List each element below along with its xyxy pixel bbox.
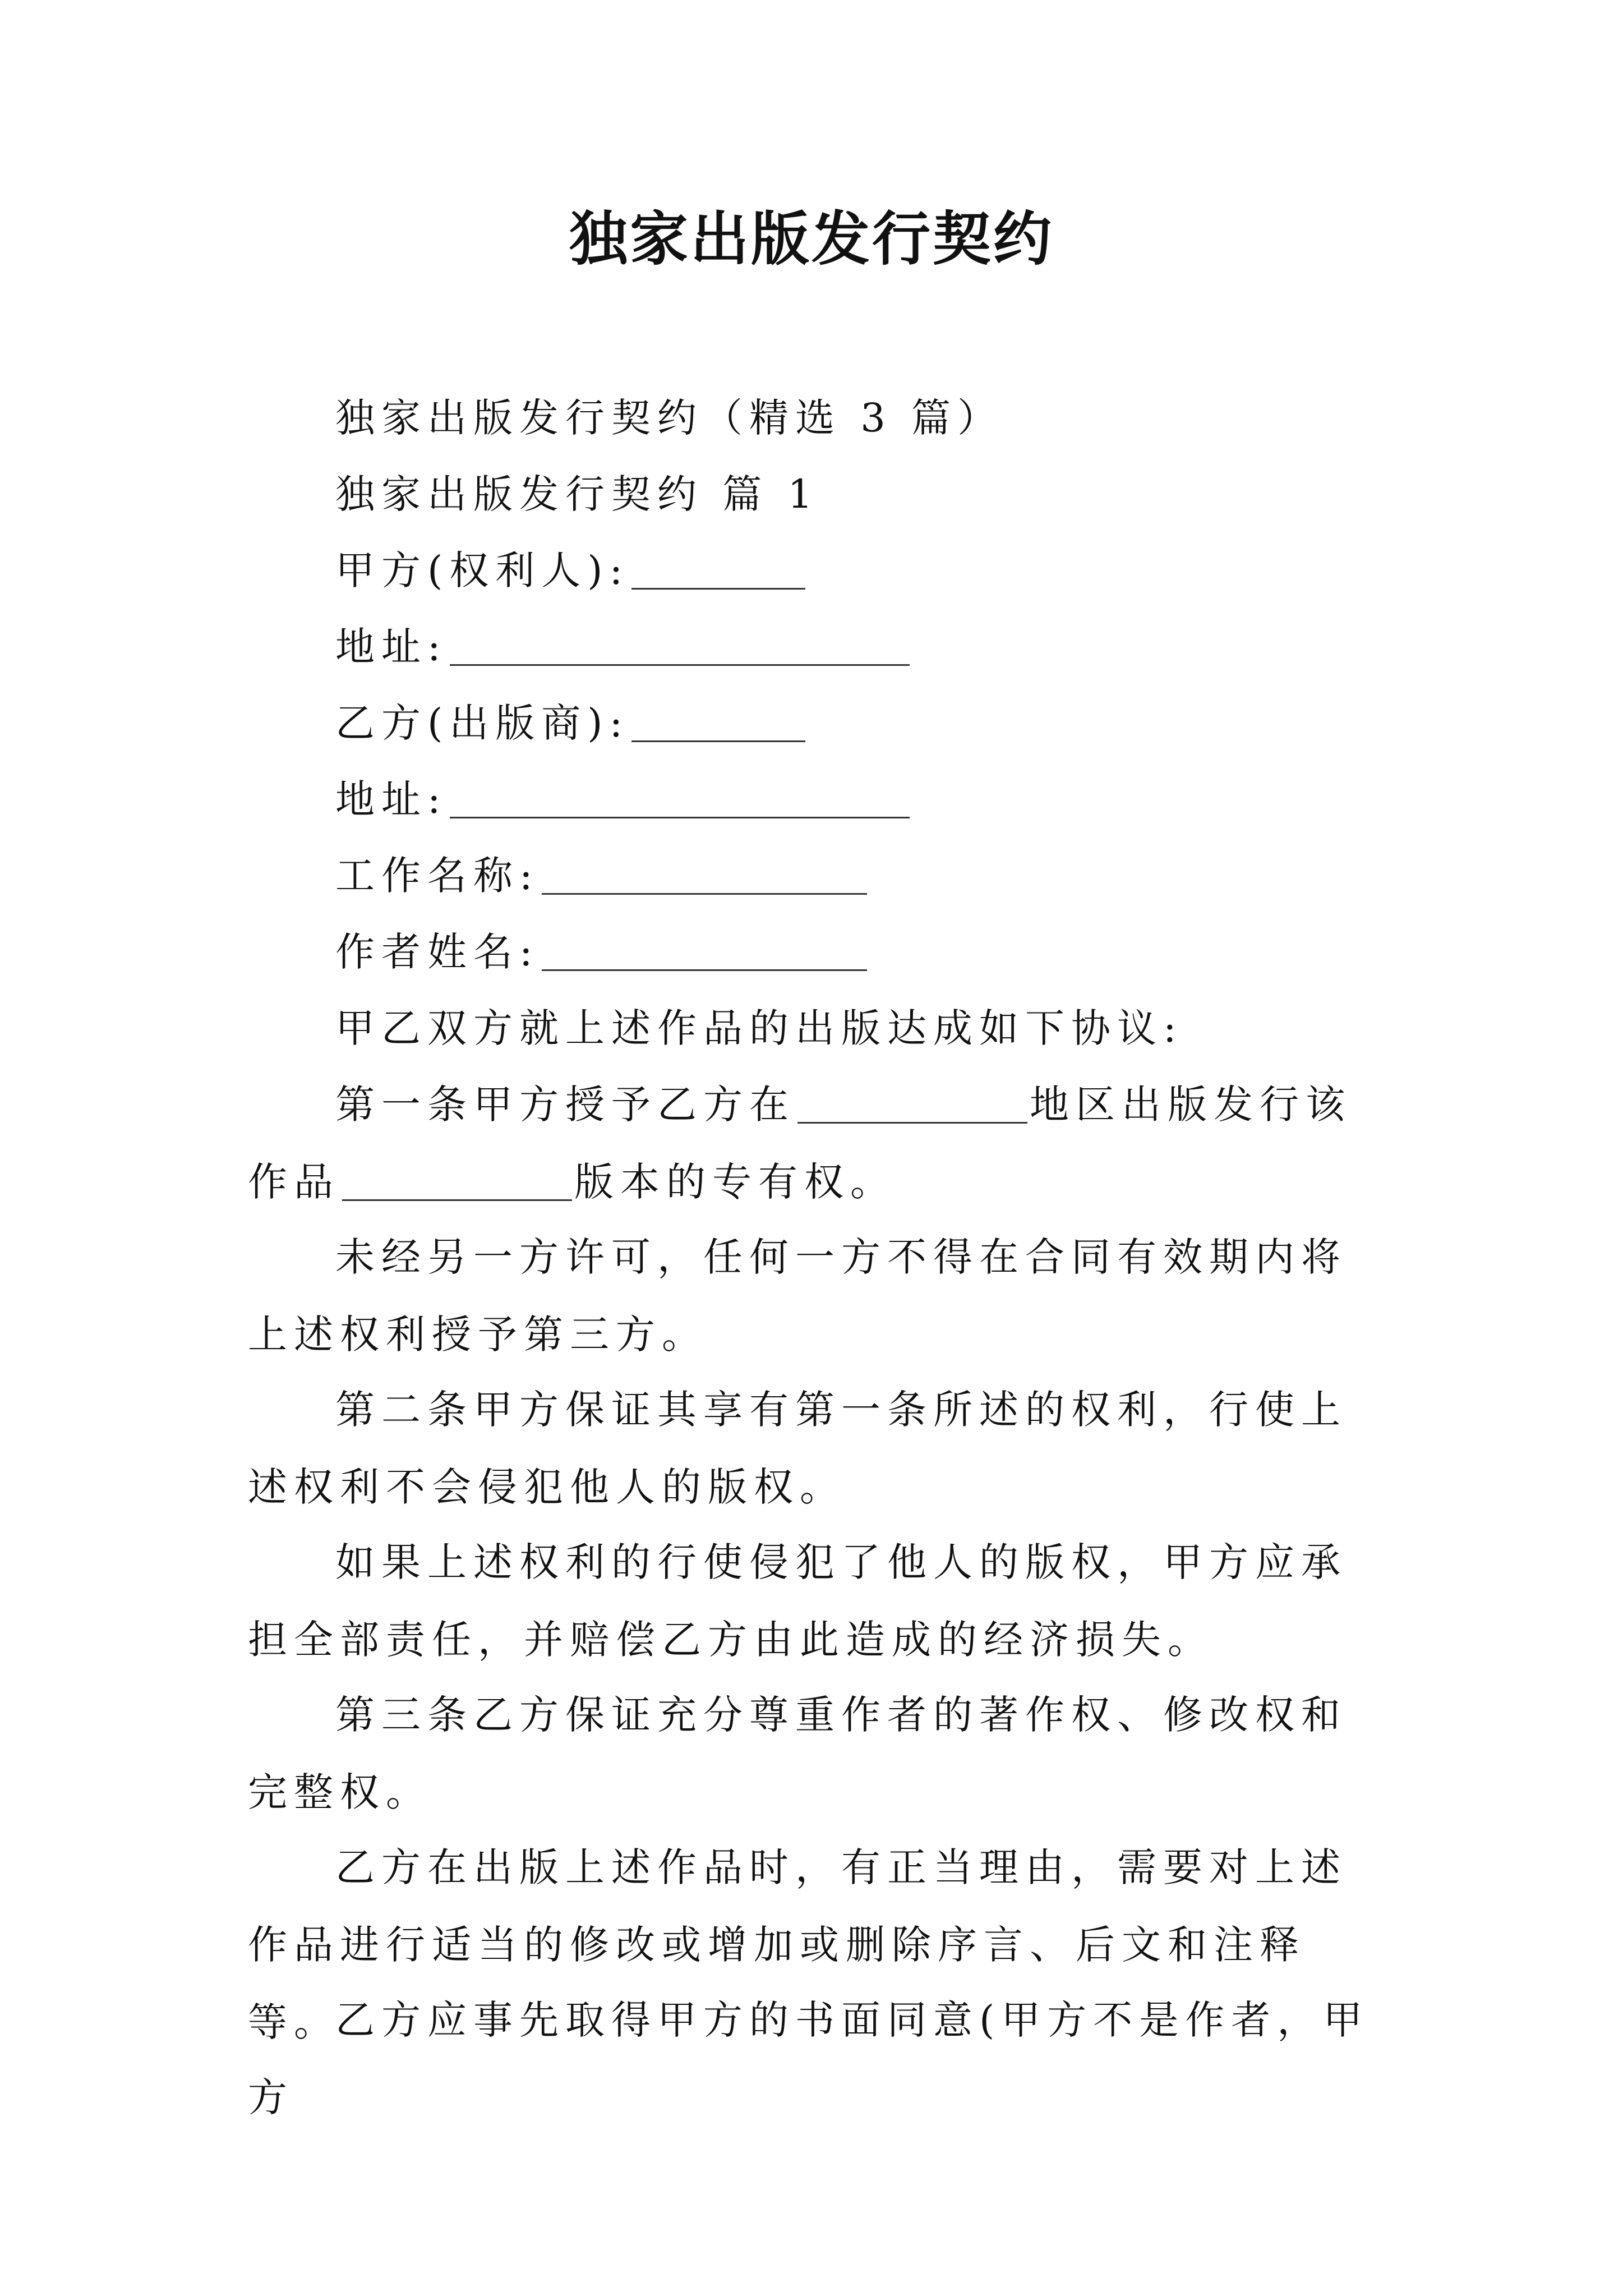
paragraph-6: 乙方在出版上述作品时，有正当理由，需要对上述作品进行适当的修改或增加或删除序言、后文和注释等。 (248, 1844, 1347, 2045)
article-1-text-b: 地区出版发行该作品 (248, 1082, 1352, 1205)
party-a-address-label: 地址: (335, 624, 448, 670)
work-name-blank[interactable] (542, 854, 867, 895)
document-title: 独家出版发行契约 (569, 204, 1054, 273)
article-2-paragraph: 第二条甲方保证其享有第一条所述的权利，行使上述权利不会侵犯他人的版权。 (248, 1387, 1347, 1510)
section-heading: 独家出版发行契约 篇 1 (335, 471, 820, 517)
author-name-blank[interactable] (542, 930, 867, 971)
article-1-paragraph (248, 1066, 1386, 1221)
party-b-address-field (335, 761, 912, 838)
article-3-paragraph: 第三条乙方保证充分尊重作者的著作权、修改权和完整权。 (248, 1692, 1347, 1815)
version-blank[interactable] (342, 1160, 572, 1201)
paragraph-2: 未经另一方许可，任何一方不得在合同有效期内将上述权利授予第三方。 (248, 1234, 1347, 1358)
party-a-blank[interactable] (631, 549, 805, 590)
work-name-label: 工作名称: (335, 853, 540, 899)
article-1-text-c: 版本的专有权。 (574, 1159, 896, 1205)
intro-paragraph: 甲乙双方就上述作品的出版达成如下协议: (335, 1005, 1183, 1051)
author-name-field (335, 913, 869, 991)
party-a-address-field (335, 608, 912, 685)
party-a-address-blank[interactable] (450, 625, 910, 666)
subtitle: 独家出版发行契约（精选 3 篇） (335, 395, 1004, 441)
region-blank[interactable] (797, 1083, 1027, 1124)
party-a-field (335, 532, 808, 609)
party-a-label: 甲方(权利人): (335, 547, 630, 593)
work-name-field (335, 837, 869, 914)
paragraph-4: 如果上述权利的行使侵犯了他人的版权，甲方应承担全部责任，并赔偿乙方由此造成的经济损失。 (248, 1539, 1347, 1663)
article-1-text-a: 第一条甲方授予乙方在 (335, 1082, 795, 1128)
party-b-field (335, 684, 808, 762)
party-b-address-label: 地址: (335, 776, 448, 822)
party-b-label: 乙方(出版商): (335, 700, 630, 746)
party-b-blank[interactable] (631, 701, 805, 742)
paragraph-7: 乙方应事先取得甲方的书面同意(甲方不是作者，甲方 (248, 1997, 1370, 2120)
party-b-address-blank[interactable] (450, 777, 910, 818)
author-name-label: 作者姓名: (335, 929, 540, 975)
